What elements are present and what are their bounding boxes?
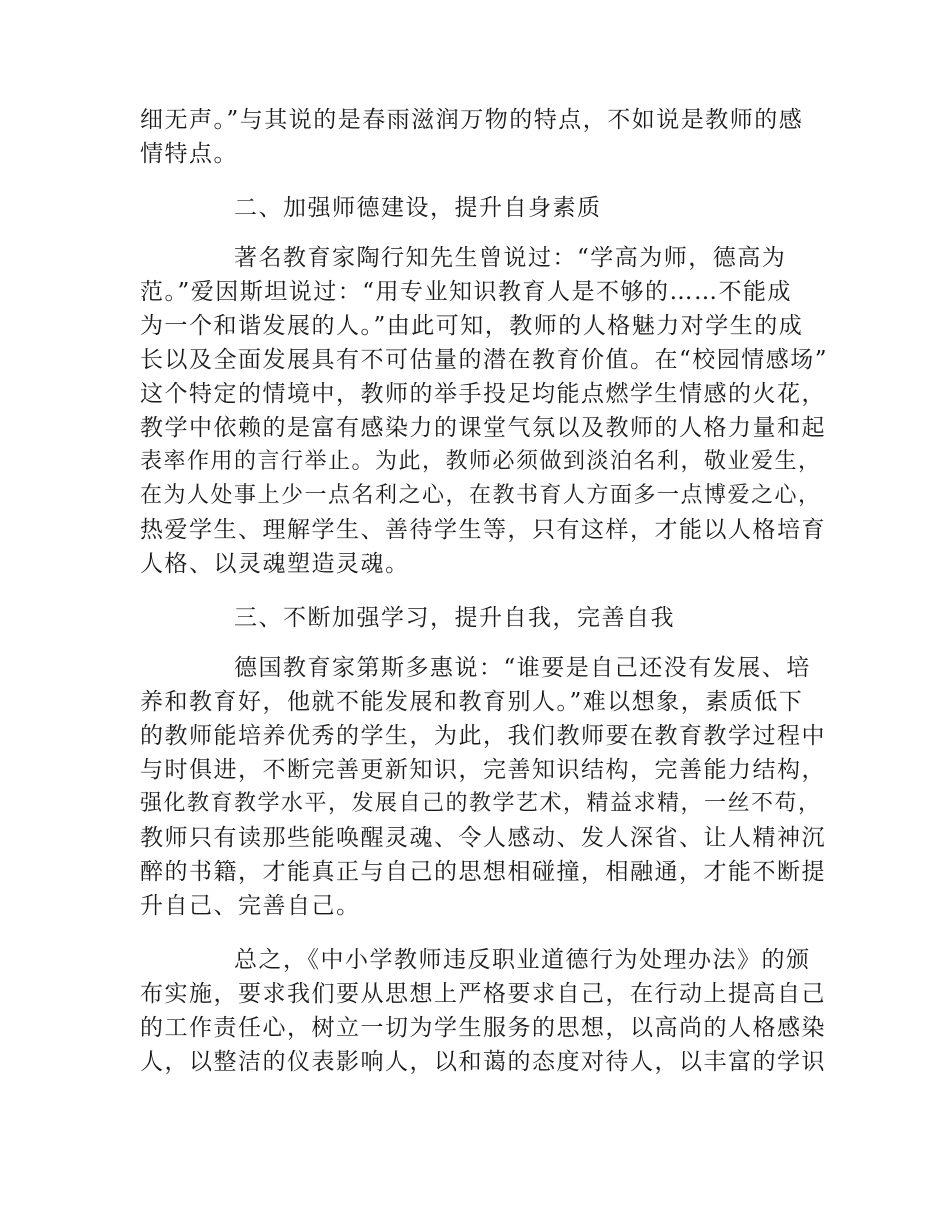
text-line: 教学中依赖的是富有感染力的课堂气氛以及教师的人格力量和起 (140, 415, 826, 441)
text-line: 这个特定的情境中，教师的举手投足均能点燃学生情感的火花， (140, 381, 826, 407)
text-line: 人格、以灵魂塑造灵魂。 (140, 551, 410, 577)
text-line: 在为人处事上少一点名利之心，在教书育人方面多一点博爱之心， (140, 483, 822, 508)
text-line: 情特点。 (140, 141, 238, 167)
text-line: 人，以整洁的仪表影响人，以和蔼的态度对待人，以丰富的学识 (140, 1049, 826, 1075)
text-line: 热爱学生、理解学生、善待学生等，只有这样，才能以人格培育 (140, 517, 826, 543)
text-line: 的工作责任心，树立一切为学生服务的思想，以高尚的人格感染 (140, 1015, 826, 1041)
text-line: 长以及全面发展具有不可估量的潜在教育价值。在“校园情感场” (140, 347, 829, 373)
text-line: 醉的书籍，才能真正与自己的思想相碰撞，相融通，才能不断提 (140, 859, 826, 885)
text-line: 养和教育好，他就不能发展和教育别人。”难以想象，素质低下 (140, 689, 804, 715)
text-line: 表率作用的言行举止。为此，教师必须做到淡泊名利，敬业爱生， (140, 449, 822, 474)
text-line: 著名教育家陶行知先生曾说过：“学高为师，德高为 (234, 245, 787, 271)
text-line: 德国教育家第斯多惠说：“谁要是自己还没有发展、培 (234, 655, 811, 681)
text-line: 细无声。”与其说的是春雨滋润万物的特点，不如说是教师的感 (140, 107, 804, 133)
text-line: 范。”爱因斯坦说过：“用专业知识教育人是不够的……不能成 (140, 279, 793, 305)
section-heading: 三、不断加强学习，提升自我，完善自我 (234, 605, 675, 631)
text-line: 教师只有读那些能唤醒灵魂、令人感动、发人深省、让人精神沉 (140, 825, 826, 851)
text-line: 强化教育教学水平，发展自己的教学艺术，精益求精，一丝不苟， (140, 791, 822, 816)
text-line: 布实施，要求我们要从思想上严格要求自己，在行动上提高自己 (140, 981, 826, 1007)
text-line: 为一个和谐发展的人。”由此可知，教师的人格魅力对学生的成 (140, 313, 804, 339)
text-line: 的教师能培养优秀的学生，为此，我们教师要在教育教学过程中 (140, 723, 826, 749)
text-line: 与时俱进，不断完善更新知识，完善知识结构，完善能力结构， (140, 757, 826, 783)
section-heading: 二、加强师德建设，提升自身素质 (234, 195, 602, 221)
text-line: 升自己、完善自己。 (140, 893, 361, 919)
text-line: 总之，《中小学教师违反职业道德行为处理办法》的颁 (234, 947, 811, 973)
